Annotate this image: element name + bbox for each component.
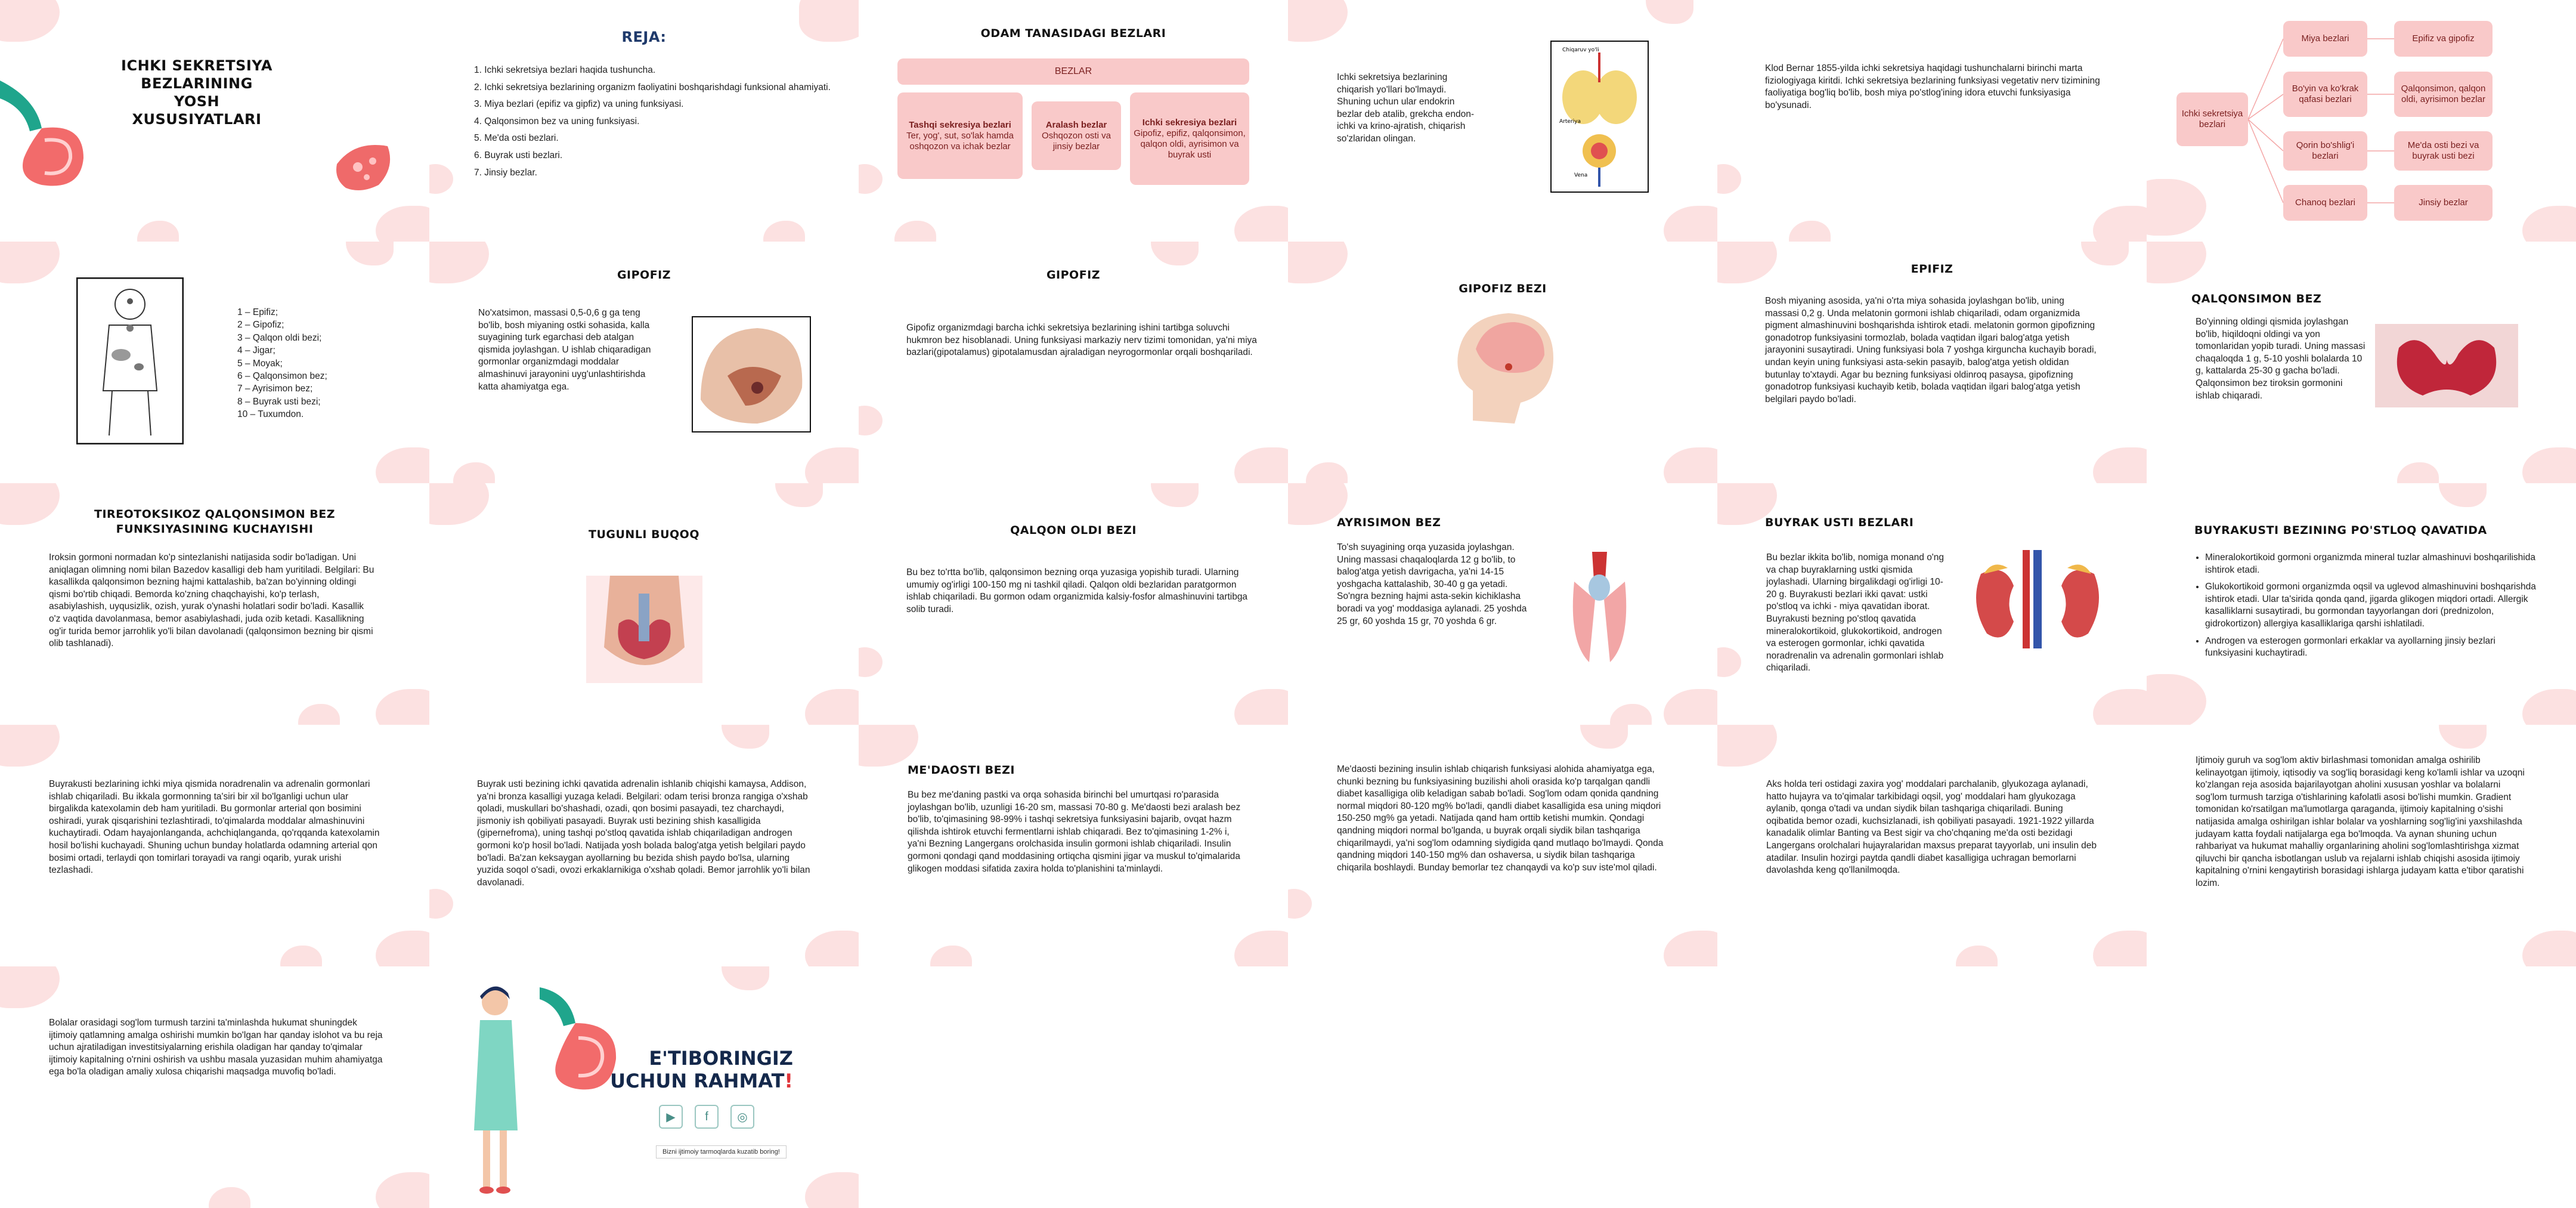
slide-gipofiz-2	[859, 242, 1288, 483]
plan-title: REJA:	[621, 29, 667, 45]
gipofiz-title: GIPOFIZ	[617, 268, 671, 282]
definition-text: Ichki sekretsiya bezlarining chiqarish yo'llari bo'lmaydi. Shuning uchun ular endokrin bezlar deb atalib, grekcha endon-ichki va krino-ajratish, chiqarish so'zlaridan olingan.	[1337, 72, 1475, 144]
medaosti-text: Bu bez me'daning pastki va orqa sohasida birinchi bel umurtqasi ro'parasida joylashgan bo'lib, uzunligi 16-20 sm, massasi 70-80 g. Me'daosti bezi aralash bez bo'lib, to'qimasining 98-99% i tashqi sekretsiya funksiyasini bajarib, ovqat hazm qilishda ishtirok etuvchi fermentlarni ishlab chiqaradi. Bez to'qimasining 1-2% i, ya'ni Bezning Langergans orolchasida insulin gormoni ishlab chiqariladi. Insulin gormoni qondagi qand moddasining ortiqcha qismini jigar va muskul to'qimalarida glikogen moddasi sifatida zaxira holda to'planishini ta'minlaydi.	[908, 790, 1241, 874]
katexolamin-text: Buyrakusti bezlarining ichki miya qismida noradrenalin va adrenalin gormonlari ishlab chiqariladi. Bu ikkala gormonning ta'siri bir xil bo'lganligi uchun ular birgalikda katexolamin deb ham yuritiladi. Bu gormonlar arterial qon bosimini oshiradi, yurak qisqarishini tezlashtiradi, to'qimalarda moddalar almashinuvini kuchaytiradi. Odam hayajonlanganda, achchiqlanganda, qo'rqqanda katexolamin hosil bo'lishi kuchayadi. Shuning uchun bunday holatlarda odamning arterial qon bosimi ortadi, terlaydi qon tomirlari torayadi va rangi oqarib, yurak urishi tezlashadi.	[49, 779, 380, 876]
plan-item: 3. Miya bezlari (epifiz va gipfiz) va uning funksiyasi.	[474, 99, 684, 110]
postloq-title: BUYRAKUSTI BEZINING PO'STLOQ QAVATIDA	[2194, 524, 2487, 537]
svg-text:Chiqaruv yo'li: Chiqaruv yo'li	[1562, 47, 1599, 53]
slide-insulin	[1288, 725, 1717, 966]
instagram-icon[interactable]: ◎	[730, 1105, 754, 1129]
slide-tugunli-buqoq	[429, 483, 859, 725]
slide-addison	[429, 725, 859, 966]
slide-social-capital	[2147, 725, 2576, 966]
slide-medaosti	[859, 725, 1288, 966]
mindmap-left-3: Qorin bo'shlig'i bezlari	[2283, 131, 2367, 171]
mindmap-left-1: Miya bezlari	[2283, 21, 2367, 57]
slide-conclusion	[0, 966, 429, 1208]
diagram-box-endocrine: Ichki sekresiya bezlari Gipofiz, epifiz, qalqonsimon, qalqon oldi, ayrisimon va buyrak usti	[1130, 92, 1249, 185]
gipofiz-text: No'xatsimon, massasi 0,5-0,6 g ga teng bo'lib, bosh miyaning ostki sohasida, kalla suyagining turk egarchasi deb atalgan qismida joylashgan. U ishlab chiqaradigan gormonlar organizmdagi moddalar almashinuvi jarayonini uyg'unlashtirishda katta ahamiyatga ega.	[478, 308, 651, 392]
epifiz-text: Bosh miyaning asosida, ya'ni o'rta miya sohasida joylashgan bo'lib, uning massasi 0,2 g. Unda melatonin gormoni ishlab chiqariladi, odam organizmida pigment almashinuvini boshqarishda ishtirok etadi. melatonin gormon gipofizning gonadotrop funksiyasini tormozlab, bolada vaqtidan ilgari balog'atga yetish jarayonini susaytiradi. Uning funksiyasi bola 7 yoshga kirguncha kuchayib boradi, undan keyin uning funksiyasi asta-sekin pasayib, balog'atga yetish oldidan butunlay to'xtaydi. Agar bu bezning funksiyasi oldinroq pasaysa, gipofizning gonadotrop funksiyasi kuchayib ketib, bolada vaqtidan ilgari balog'atga yetish belgilari paydo bo'ladi.	[1765, 296, 2097, 404]
slide-diabetes	[1717, 725, 2147, 966]
slide-bernard	[1717, 0, 2147, 242]
plan-item: 1. Ichki sekretsiya bezlari haqida tushuncha.	[474, 65, 656, 75]
mindmap-right-2: Qalqonsimon, qalqon oldi, ayrisimon bezlar	[2394, 72, 2493, 117]
slide-body-glands	[0, 242, 429, 483]
title-line-2: BEZLARINING	[141, 75, 253, 92]
plan-item: 6. Buyrak usti bezlari.	[474, 150, 563, 161]
thymus-lungs-image	[1562, 546, 1637, 665]
mindmap-center: Ichki sekretsiya bezlari	[2176, 92, 2248, 146]
empty-cell-3	[1717, 966, 2147, 1208]
slide-gland-map	[2147, 0, 2576, 242]
mindmap-left-4: Chanoq bezlari	[2283, 185, 2367, 221]
qalqon-oldi-title: QALQON OLDI BEZI	[1010, 524, 1137, 537]
neck-goiter-image	[586, 576, 702, 683]
gipofiz-text-2: Gipofiz organizmdagi barcha ichki sekretsiya bezlarining ishini tartibga soluvchi hukmron bez hisoblanadi. Uning funksiyasi markaziy nerv tizimi tomonidan, ya'ni miya bazlari(gipotalamus) gipotalamusdan ajraladigan neyrogormonlar orqali boshqariladi.	[906, 323, 1257, 358]
slide-thanks	[429, 966, 859, 1208]
qalqon-oldi-text: Bu bez to'rtta bo'lib, qalqonsimon bezning orqa yuzasiga yopishib turadi. Ularning umumiy og'irligi 100-150 mg ni tashkil qiladi. Qalqon oldi bezlaridan paratgormon ishlab chiqariladi. Bu gormon odam organizmida kalsiy-fosfor almashinuvini tartibga solib turadi.	[906, 567, 1248, 614]
empty-cell-2	[1288, 966, 1717, 1208]
ayrisimon-text: To'sh suyagining orqa yuzasida joylashgan. Uning massasi chaqaloqlarda 12 g bo'lib, to balog'atga yetish davrigacha, ya'ni 14-15 yoshgacha kattalashib, 30-40 g ga yetadi. So'ngra bezning hajmi asta-sekin kichiklasha boradi va yog' moddasiga aylanadi. 25 yoshda 25 gr, 60 yoshda 15 gr, 70 yoshda 6 gr.	[1337, 542, 1527, 626]
slide-postloq	[2147, 483, 2576, 725]
slide-buyrak-usti	[1717, 483, 2147, 725]
empty-cell-4	[2147, 966, 2576, 1208]
empty-cell-1	[859, 966, 1288, 1208]
follow-us-label: Bizni ijtimoiy tarmoqlarda kuzatib boring!	[656, 1145, 787, 1158]
slide-gipofiz-1	[429, 242, 859, 483]
plan-item: 7. Jinsiy bezlar.	[474, 167, 537, 178]
tireotoksikoz-text: Iroksin gormoni normadan ko'p sintezlanishi natijasida sodir bo'ladigan. Uni aniqlagan olimning nomi bilan Bazedov kasalligi deb ham yuritiladi. Belgilari: Bu kasallikda qalqonsimon bezning hajmi kattalashib, ba'zan bo'yinning oldingi qismi bo'rtib chiqadi. Bemorda ko'zning chaqchayishi, ko'p terlash, asabiylashish, uyqusizlik, ozish, yurak o'ynashi holatlari sodir bo'ladi. Kasallik o'z vaqtida davolanmasa, bemor asabiylashadi, juda ozib ketadi. Kasallikning og'ir turida bemor jarrohlik yo'li bilan davolanadi (qalqonsimon bezning bir qismi olib tashlanadi).	[49, 552, 374, 649]
slide-epifiz	[1717, 242, 2147, 483]
epifiz-title: EPIFIZ	[1911, 262, 1953, 276]
mindmap-right-3: Me'da osti bezi va buyrak usti bezi	[2394, 131, 2493, 171]
conclusion-text: Bolalar orasidagi sog'lom turmush tarzini ta'minlashda hukumat shuningdek ijtimoiy qatlamning amalga oshirishi mumkin bo'lgan har qanday islohot va bu reja uchun ajratiladigan investitsiyalarning erishila oladigan har qanday to'qimalar ijtimoiy kapitalning o'rnini oshirish va ushbu masala yuzasidan muhim ahamiyatga ega bo'la oladigan amaliy xulosa chiqarishi maqsadga muvofiq bo'ladi.	[49, 1018, 383, 1077]
plan-item: 5. Me'da osti bezlari.	[474, 133, 559, 144]
diagram-box-exocrine: Tashqi sekresiya bezlari Ter, yog', sut, so'lak hamda oshqozon va ichak bezlar	[897, 92, 1023, 179]
slide-gland-types	[859, 0, 1288, 242]
slide-endocrine-def	[1288, 0, 1717, 242]
ayrisimon-title: AYRISIMON BEZ	[1337, 516, 1441, 529]
liver-illustration	[331, 134, 397, 200]
slide-plan	[429, 0, 859, 242]
addison-text: Buyrak usti bezining ichki qavatida adrenalin ishlanib chiqishi kamaysa, Addison, ya'ni bronza kasalligi yuzaga keladi. Belgilari: odam terisi bronza rangiga o'xshab qoladi, muskullari bo'shashadi, ozadi, qon bosimi pasayadi, tez charchaydi, jismoniy ish qobiliyati pasayadi. Buyrak usti bezining shish kasalligida (gipernefroma), uning tashqi po'stloq qavatida ishlab chiqariladigan androgen gormoni ko'p hosil bo'ladi. Natijada yosh bolada balog'atga yetish belgilari paydo bo'ladi. Ba'zan keksaygan ayollarning bu bezida shish paydo bo'lsa, ularning yuzida soqol o'sadi, ovozi erkaklarnikiga o'xshab qoladi. Bemor jarrohlik yo'li bilan davolanadi.	[477, 779, 810, 888]
body-glands-image	[76, 277, 184, 444]
medaosti-title: ME'DAOSTI BEZI	[908, 764, 1015, 777]
plan-item: 4. Qalqonsimon bez va uning funksiyasi.	[474, 116, 640, 126]
diagram-root-box: BEZLAR	[897, 58, 1249, 85]
diagram-title: ODAM TANASIDAGI BEZLARI	[980, 27, 1166, 40]
diagram-box-mixed: Aralash bezlar Oshqozon osti va jinsiy bezlar	[1032, 101, 1121, 170]
mindmap-right-4: Jinsiy bezlar	[2394, 185, 2493, 221]
title-line-1: ICHKI SEKRETSIYA	[121, 57, 273, 74]
thyroid-image	[2375, 324, 2518, 407]
diabetes-text: Aks holda teri ostidagi zaxira yog' moddalari parchalanib, glyukozaga aylanadi, hatto hujayra va to'qimalar tarkibidagi oqsil, yog' moddalari ham glyukozaga aylanib, qonga o'tadi va undan siydik bilan tashqariga chiqariladi. Buning oqibatida bemor ozadi, kuchsizlanadi, ish qobiliyati pasayadi. 1921-1922 yillarda kanadalik olimlar Banting va Best sigir va cho'chqaning me'da osti bezidagi Langergans orolchalari hujayralaridan maxsus preparat tayyorlab, uni insulin deb atadilar. Insulin hozirgi paytda qandli diabet kasalligiga uchragan bemorlarni davolashda keng qo'llanilmoqda.	[1766, 779, 2097, 876]
stomach-illustration-2	[534, 981, 620, 1101]
slide-katexolamin	[0, 725, 429, 966]
buqoq-title: TUGUNLI BUQOQ	[589, 528, 699, 541]
postloq-item: • Glukokortikoid gormoni organizmda oqsil va uglevod almashinuvini boshqarishda ishtirok etadi. Ular ta'sirida qonda qand, jigarda glikogen miqdori ortadi. Allergik kasalliklarni susaytiradi, bu gormondan tayyorlangan dori (prednizolon, gidrokortizon) allergiya kasalliklariga qarshi ishlatiladi.	[2205, 581, 2539, 630]
svg-text:Vena: Vena	[1574, 172, 1588, 178]
postloq-item: • Androgen va esterogen gormonlari erkaklar va ayollarning jinsiy bezlari funksiyasini kuchaytiradi.	[2205, 635, 2539, 660]
social-capital-text: Ijtimoiy guruh va sog'lom aktiv birlashmasi tomonidan amalga oshirilib kelinayotgan ijtimoiy, iqtisodiy va sog'liq borasidagi keng ko'lamli ishlar va uzoqni ko'zlangan reja asosida bajarilayotgan aholini xususan yoshlar va bolalarni sog'lom turmush tarziga o'tishlarining kafolatli asosi bo'lishi mumkin. Gradient tomonidan ko'rsatilgan ma'lumotlarga qaraganda, ijtimoiy kapitalning o'sishi natijasida amalga oshirilgan ishlar bolalar va yoshlarning sog'lig'ini yaxshilashda judayam katta foydali natijalarga ega bo'lmoqda. Va aynan shuning uchun rahbariyat va hukumat mahalliy organlarining aholini sog'lomlashtirishga xizmat qiluvchi bir qancha isbotlangan uslub va rejalarni ishlab chiqishi asosida ijtimoiy kapitalning o'rnini kengaytirish borasidagi ishlarga judayam katta e'tibor qaratishi lozim.	[2196, 755, 2525, 889]
brain-section-image	[692, 316, 811, 432]
mindmap-right-1: Epifiz va gipofiz	[2394, 21, 2493, 57]
kidney-image	[1963, 550, 2112, 648]
plan-item: 2. Ichki sekretsiya bezlarining organizm faoliyatini boshqarishdagi funksional ahamiyati.	[474, 82, 831, 92]
bernard-text: Klod Bernar 1855-yilda ichki sekretsiya haqidagi tushunchalarni birinchi marta fiziologiyaga kiritdi. Ichki sekretsiya bezlarining funksiyasi vegetativ nerv tizimining faoliyatiga bog'liq bo'lib, bosh miya po'stlog'ining idora etuvchi funksiyasiga bo'ysunadi.	[1765, 63, 2100, 110]
tireotoksikoz-title: TIREOTOKSIKOZ QALQONSIMON BEZ FUNKSIYASINING KUCHAYISHI	[94, 508, 336, 536]
doctor-illustration	[471, 981, 525, 1196]
gipofiz-bezi-title: GIPOFIZ BEZI	[1459, 282, 1547, 295]
facebook-icon[interactable]: f	[695, 1105, 719, 1129]
svg-text:Arteriya: Arteriya	[1559, 119, 1581, 125]
gland-diagram-image	[1550, 41, 1649, 193]
qalqonsimon-text: Bo'yinning oldingi qismida joylashgan bo'lib, hiqildoqni oldingi va yon tomonlaridan yopib turadi. Uning massasi chaqaloqda 1 g, 5-10 yoshli bolalarda 10 g, kattalarda 25-30 g gacha bo'ladi. Qalqonsimon bez tiroksin gormonini ishlab chiqaradi.	[2196, 317, 2366, 401]
postloq-list	[2196, 552, 2539, 665]
body-glands-legend: 1 – Epifiz; 2 – Gipofiz; 3 – Qalqon oldi bezi; 4 – Jigar; 5 – Moyak; 6 – Qalqonsimon bez; 7 – Ayrisimon bez; 8 – Buyrak usti bezi; 10 – Tuxumdon.	[237, 307, 327, 419]
buyrak-usti-title: BUYRAK USTI BEZLARI	[1765, 516, 1914, 529]
plan-list	[474, 64, 832, 184]
slide-tireotoksikoz	[0, 483, 429, 725]
slide-qalqon-oldi	[859, 483, 1288, 725]
head-profile-image	[1449, 307, 1559, 427]
postloq-item: • Mineralokortikoid gormoni organizmda mineral tuzlar almashinuvi boshqarilishida ishtirok etadi.	[2205, 552, 2539, 576]
youtube-icon[interactable]: ▶	[659, 1105, 683, 1129]
insulin-text: Me'daosti bezining insulin ishlab chiqarish funksiyasi alohida ahamiyatga ega, chunki bezning bu funksiyasining buzilishi aholi orasida ko'p tarqalgan qandli diabet kasalligiga olib keladigan sabab bo'ladi. Sog'lom odam qonida qandning normal miqdori 80-120 mg% bo'ladi, qandli diabet kasalligida esa uning miqdori 150-250 mg% ga yetadi. Natijada qand ham orttib ketishi mumkin. Qondagi qandning miqdori normal bo'lganda, u buyrak orqali siydik bilan tashqariga chiqarilmaydi, ya'ni sog'lom odamning siydigida qand mutlaqo bo'lmaydi. Qonda qandning miqdori 140-150 mg% dan oshaversa, u siydik bilan tashqariga chiqarila boshlaydi. Bunday bemorlar tez chanqaydi va ko'p suv iste'mol qiladi.	[1337, 764, 1664, 873]
title-line-3: YOSH XUSUSIYATLARI	[132, 93, 262, 128]
qalqonsimon-title: QALQONSIMON BEZ	[2191, 292, 2322, 305]
stomach-illustration	[0, 75, 95, 194]
gipofiz-title-2: GIPOFIZ	[1046, 268, 1101, 282]
buyrak-usti-text: Bu bezlar ikkita bo'lib, nomiga monand o'ng va chap buyraklarning ustki qismida joylashadi. Ularning birgalikdagi og'irligi 10-20 g. Buyrakusti bezlari ikki qavat: ustki po'stloq va ichki - miya qavatidan iborat. Buyrakusti bezning po'stloq qavatida mineralokortikoid, glukokortikoid, androgen va esterogen gormonlar, ichki qavatida noradrenalin va adrenalin gormonlari ishlab chiqariladi.	[1766, 552, 1945, 673]
slide-ayrisimon	[1288, 483, 1717, 725]
thanks-heading: E'TIBORINGIZ UCHUN RAHMAT!	[610, 1047, 793, 1093]
slide-gipofiz-bezi	[1288, 242, 1717, 483]
slide-title	[0, 0, 429, 242]
mindmap-left-2: Bo'yin va ko'krak qafasi bezlari	[2283, 72, 2367, 117]
slide-qalqonsimon	[2147, 242, 2576, 483]
